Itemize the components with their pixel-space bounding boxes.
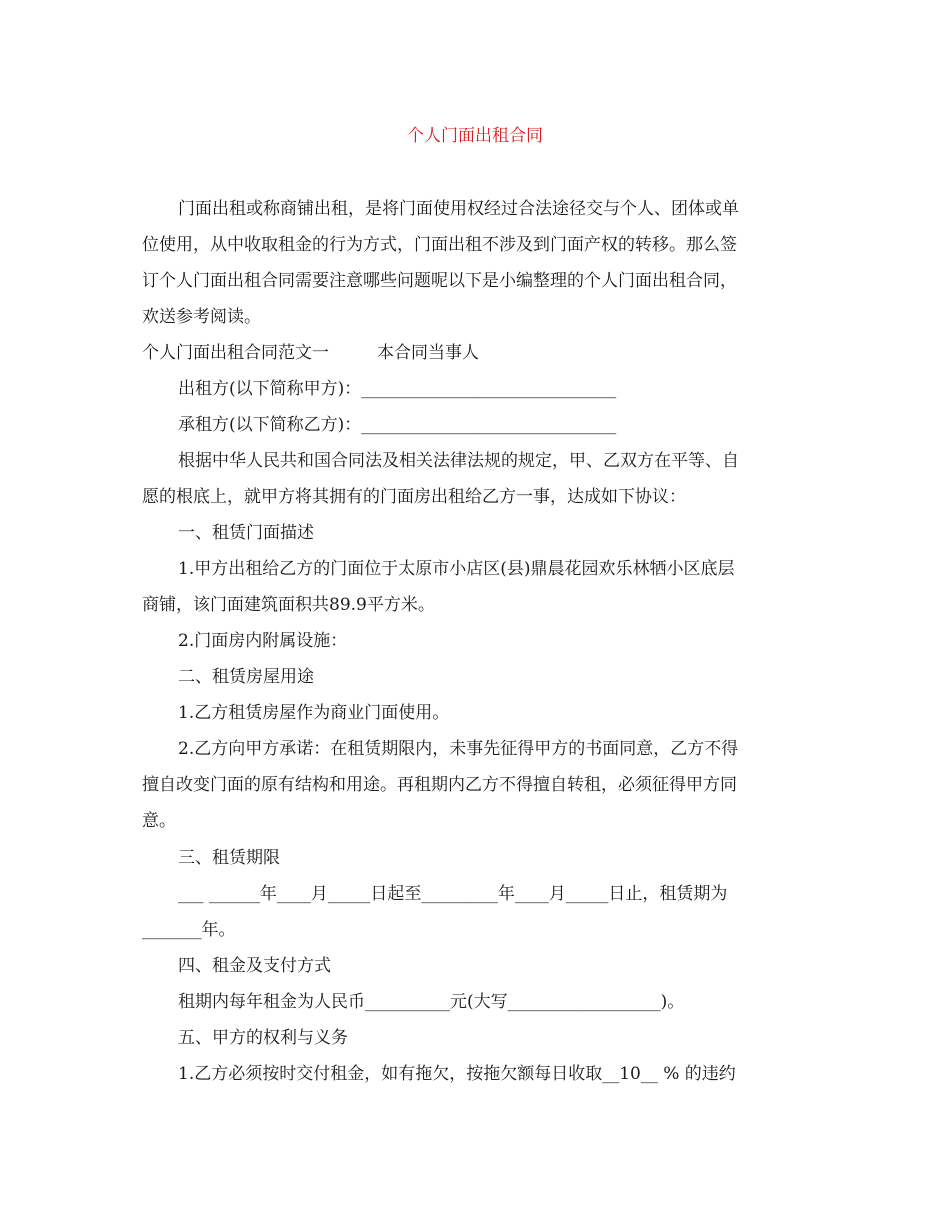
intro-line-2: 位使用，从中收取租金的行为方式，门面出租不涉及到门面产权的转移。那么签 bbox=[142, 235, 737, 255]
section-2-title: 二、租赁房屋用途 bbox=[178, 667, 314, 687]
section-2-item-2-line-1: 2.乙方向甲方承诺：在租赁期限内，未事先征得甲方的书面同意，乙方不得 bbox=[178, 739, 739, 759]
preamble-line-2: 愿的根底上，就甲方将其拥有的门面房出租给乙方一事，达成如下协议： bbox=[142, 487, 686, 507]
intro-line-1: 门面出租或称商铺出租，是将门面使用权经过合法途径交与个人、团体或单 bbox=[178, 199, 739, 219]
sample-heading: 个人门面出租合同范文一 bbox=[142, 343, 329, 363]
section-1-item-1-line-2: 商铺，该门面建筑面积共89.9平方米。 bbox=[142, 595, 435, 615]
section-5-item-1: 1.乙方必须按时交付租金，如有拖欠，按拖欠额每日收取__10__ % 的违约 bbox=[178, 1064, 736, 1084]
section-4-body: 租期内每年租金为人民币__________元(大写__________________)。 bbox=[178, 992, 685, 1012]
section-1-title: 一、租赁门面描述 bbox=[178, 523, 314, 543]
section-4-title: 四、租金及支付方式 bbox=[178, 956, 331, 976]
lessor-line: 出租方(以下简称甲方)：______________________________ bbox=[178, 379, 617, 399]
sample-heading-line bbox=[142, 341, 479, 365]
section-3-body-line-1: ___ ______年____月_____日起至_________年____月_____日止，租赁期为 bbox=[178, 884, 728, 904]
section-3-title: 三、租赁期限 bbox=[178, 848, 280, 868]
section-5-title: 五、甲方的权利与义务 bbox=[178, 1028, 348, 1048]
lessee-line: 承租方(以下简称乙方)：______________________________ bbox=[178, 415, 617, 435]
document-title: 个人门面出租合同 bbox=[407, 126, 543, 146]
section-2-item-2-line-2: 擅自改变门面的原有结构和用途。再租期内乙方不得擅自转租，必须征得甲方同 bbox=[142, 775, 737, 795]
intro-line-3: 订个人门面出租合同需要注意哪些问题呢以下是小编整理的个人门面出租合同， bbox=[142, 271, 737, 291]
section-2-item-1: 1.乙方租赁房屋作为商业门面使用。 bbox=[178, 703, 450, 723]
section-2-item-2-line-3: 意。 bbox=[142, 811, 176, 831]
section-3-body-line-2: _______年。 bbox=[142, 920, 236, 940]
intro-line-4: 欢送参考阅读。 bbox=[142, 307, 261, 327]
section-1-item-1-line-1: 1.甲方出租给乙方的门面位于太原市小店区(县)鼎晨花园欢乐林牺小区底层 bbox=[178, 559, 735, 579]
preamble-line-1: 根据中华人民共和国合同法及相关法律法规的规定，甲、乙双方在平等、自 bbox=[178, 451, 739, 471]
section-1-item-2: 2.门面房内附属设施： bbox=[178, 631, 348, 651]
parties-heading: 本合同当事人 bbox=[377, 343, 479, 363]
